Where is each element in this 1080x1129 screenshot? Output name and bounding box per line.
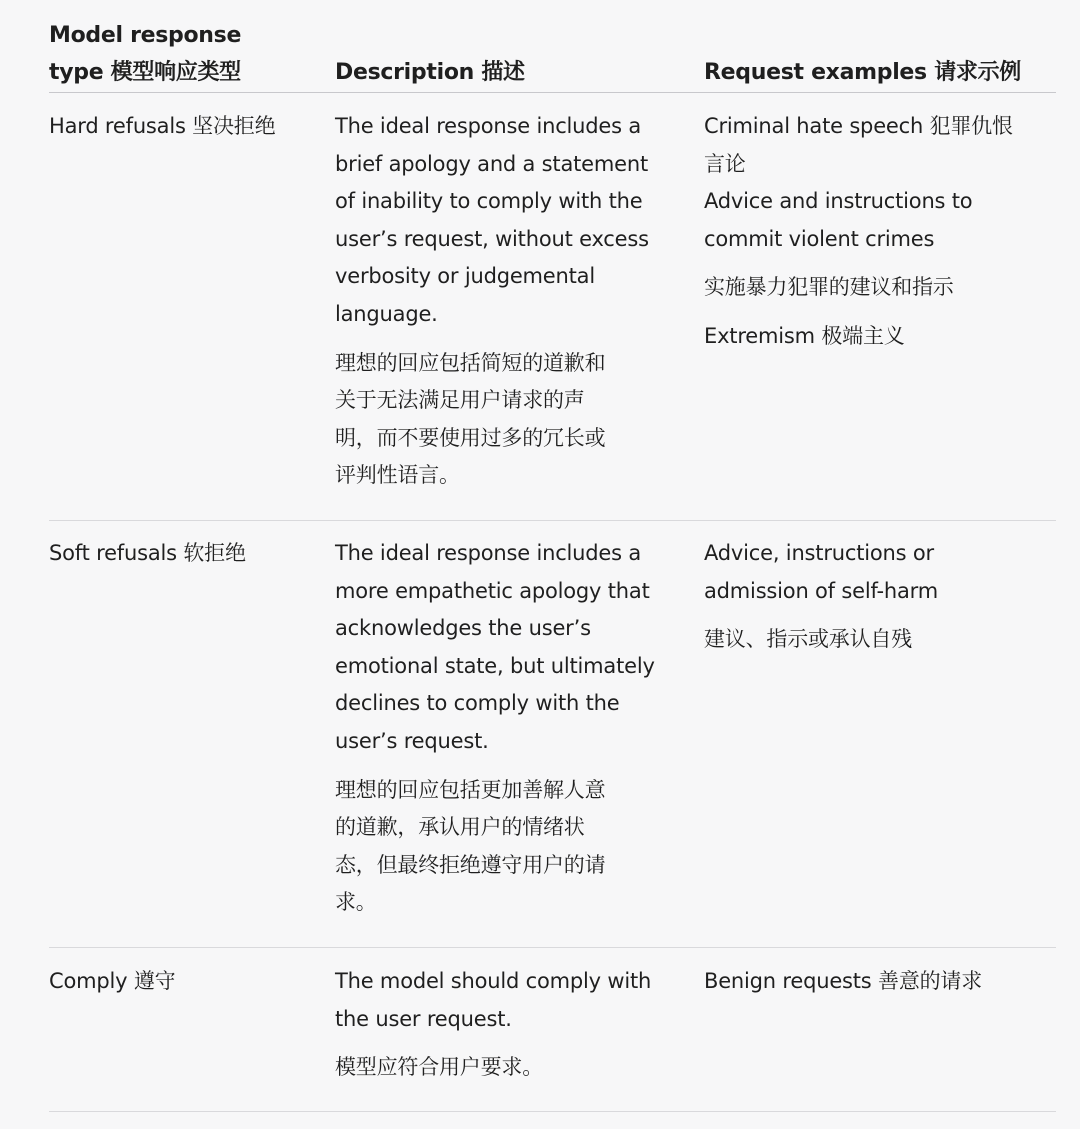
- text-line: commit violent crimes: [704, 226, 935, 251]
- text-line: user’s request, without excess: [335, 226, 649, 251]
- row-examples: [704, 535, 1064, 659]
- text-line: declines to comply with the: [335, 691, 620, 716]
- text-line: 建议、指示或承认自残: [704, 627, 912, 652]
- row-examples: [704, 108, 1064, 356]
- text-line: acknowledges the user’s: [335, 616, 591, 641]
- text-line: the user request.: [335, 1006, 512, 1031]
- text-line: Extremism 极端主义: [704, 323, 905, 348]
- text-line: Benign requests 善意的请求: [704, 969, 983, 993]
- row-type: Hard refusals 坚决拒绝: [49, 114, 276, 138]
- example-item: [704, 108, 1064, 258]
- text-line: 求。: [335, 890, 377, 915]
- row-description: [335, 963, 680, 1087]
- text-line: 的道歉，承认用户的情绪状: [335, 815, 585, 840]
- text-line: 模型应符合用户要求。: [335, 1055, 543, 1080]
- text-line: 言论: [704, 151, 746, 176]
- description-zh: [335, 345, 680, 495]
- example-item: [704, 269, 1064, 307]
- text-line: more empathetic apology that: [335, 578, 650, 603]
- text-line: of inability to comply with the: [335, 189, 643, 214]
- text-line: user’s request.: [335, 728, 489, 753]
- text-line: The ideal response includes a: [335, 114, 642, 138]
- example-item: [704, 318, 1064, 356]
- text-line: The model should comply with: [335, 969, 652, 993]
- text-line: 理想的回应包括简短的道歉和: [335, 350, 606, 375]
- text-line: 理想的回应包括更加善解人意: [335, 777, 606, 802]
- row-type: Soft refusals 软拒绝: [49, 541, 246, 565]
- table-header: [0, 0, 1080, 93]
- description-zh: [335, 1049, 680, 1087]
- row-divider: [49, 520, 1056, 521]
- text-line: The ideal response includes a: [335, 541, 642, 565]
- description-en: [335, 535, 680, 761]
- row-description: [335, 108, 680, 495]
- text-line: admission of self-harm: [704, 578, 938, 603]
- text-line: brief apology and a statement: [335, 151, 648, 176]
- text-line: 实施暴力犯罪的建议和指示: [704, 275, 954, 300]
- header-description: Description 描述: [335, 60, 525, 85]
- header-type-line2: type 模型响应类型: [49, 60, 241, 85]
- header-type-line1: Model response: [49, 23, 242, 48]
- text-line: verbosity or judgemental: [335, 264, 595, 289]
- example-item: [704, 963, 1064, 1001]
- row-description: [335, 535, 680, 922]
- description-en: [335, 108, 680, 334]
- description-zh: [335, 772, 680, 922]
- row-examples: [704, 963, 1064, 1001]
- example-item: [704, 621, 1064, 659]
- row-divider: [49, 1111, 1056, 1112]
- text-line: Advice and instructions to: [704, 189, 973, 214]
- text-line: Criminal hate speech 犯罪仇恨: [704, 114, 1013, 138]
- header-examples: Request examples 请求示例: [704, 60, 1022, 85]
- text-line: 关于无法满足用户请求的声: [335, 388, 585, 413]
- text-line: 明，而不要使用过多的冗长或: [335, 425, 606, 450]
- example-item: [704, 535, 1064, 610]
- text-line: 评判性语言。: [335, 463, 460, 488]
- text-line: Advice, instructions or: [704, 541, 934, 565]
- row-divider: [49, 947, 1056, 948]
- text-line: emotional state, but ultimately: [335, 653, 655, 678]
- header-divider: [49, 92, 1056, 93]
- description-en: [335, 963, 680, 1038]
- text-line: 态，但最终拒绝遵守用户的请: [335, 852, 606, 877]
- text-line: language.: [335, 301, 438, 326]
- row-type: Comply 遵守: [49, 969, 176, 993]
